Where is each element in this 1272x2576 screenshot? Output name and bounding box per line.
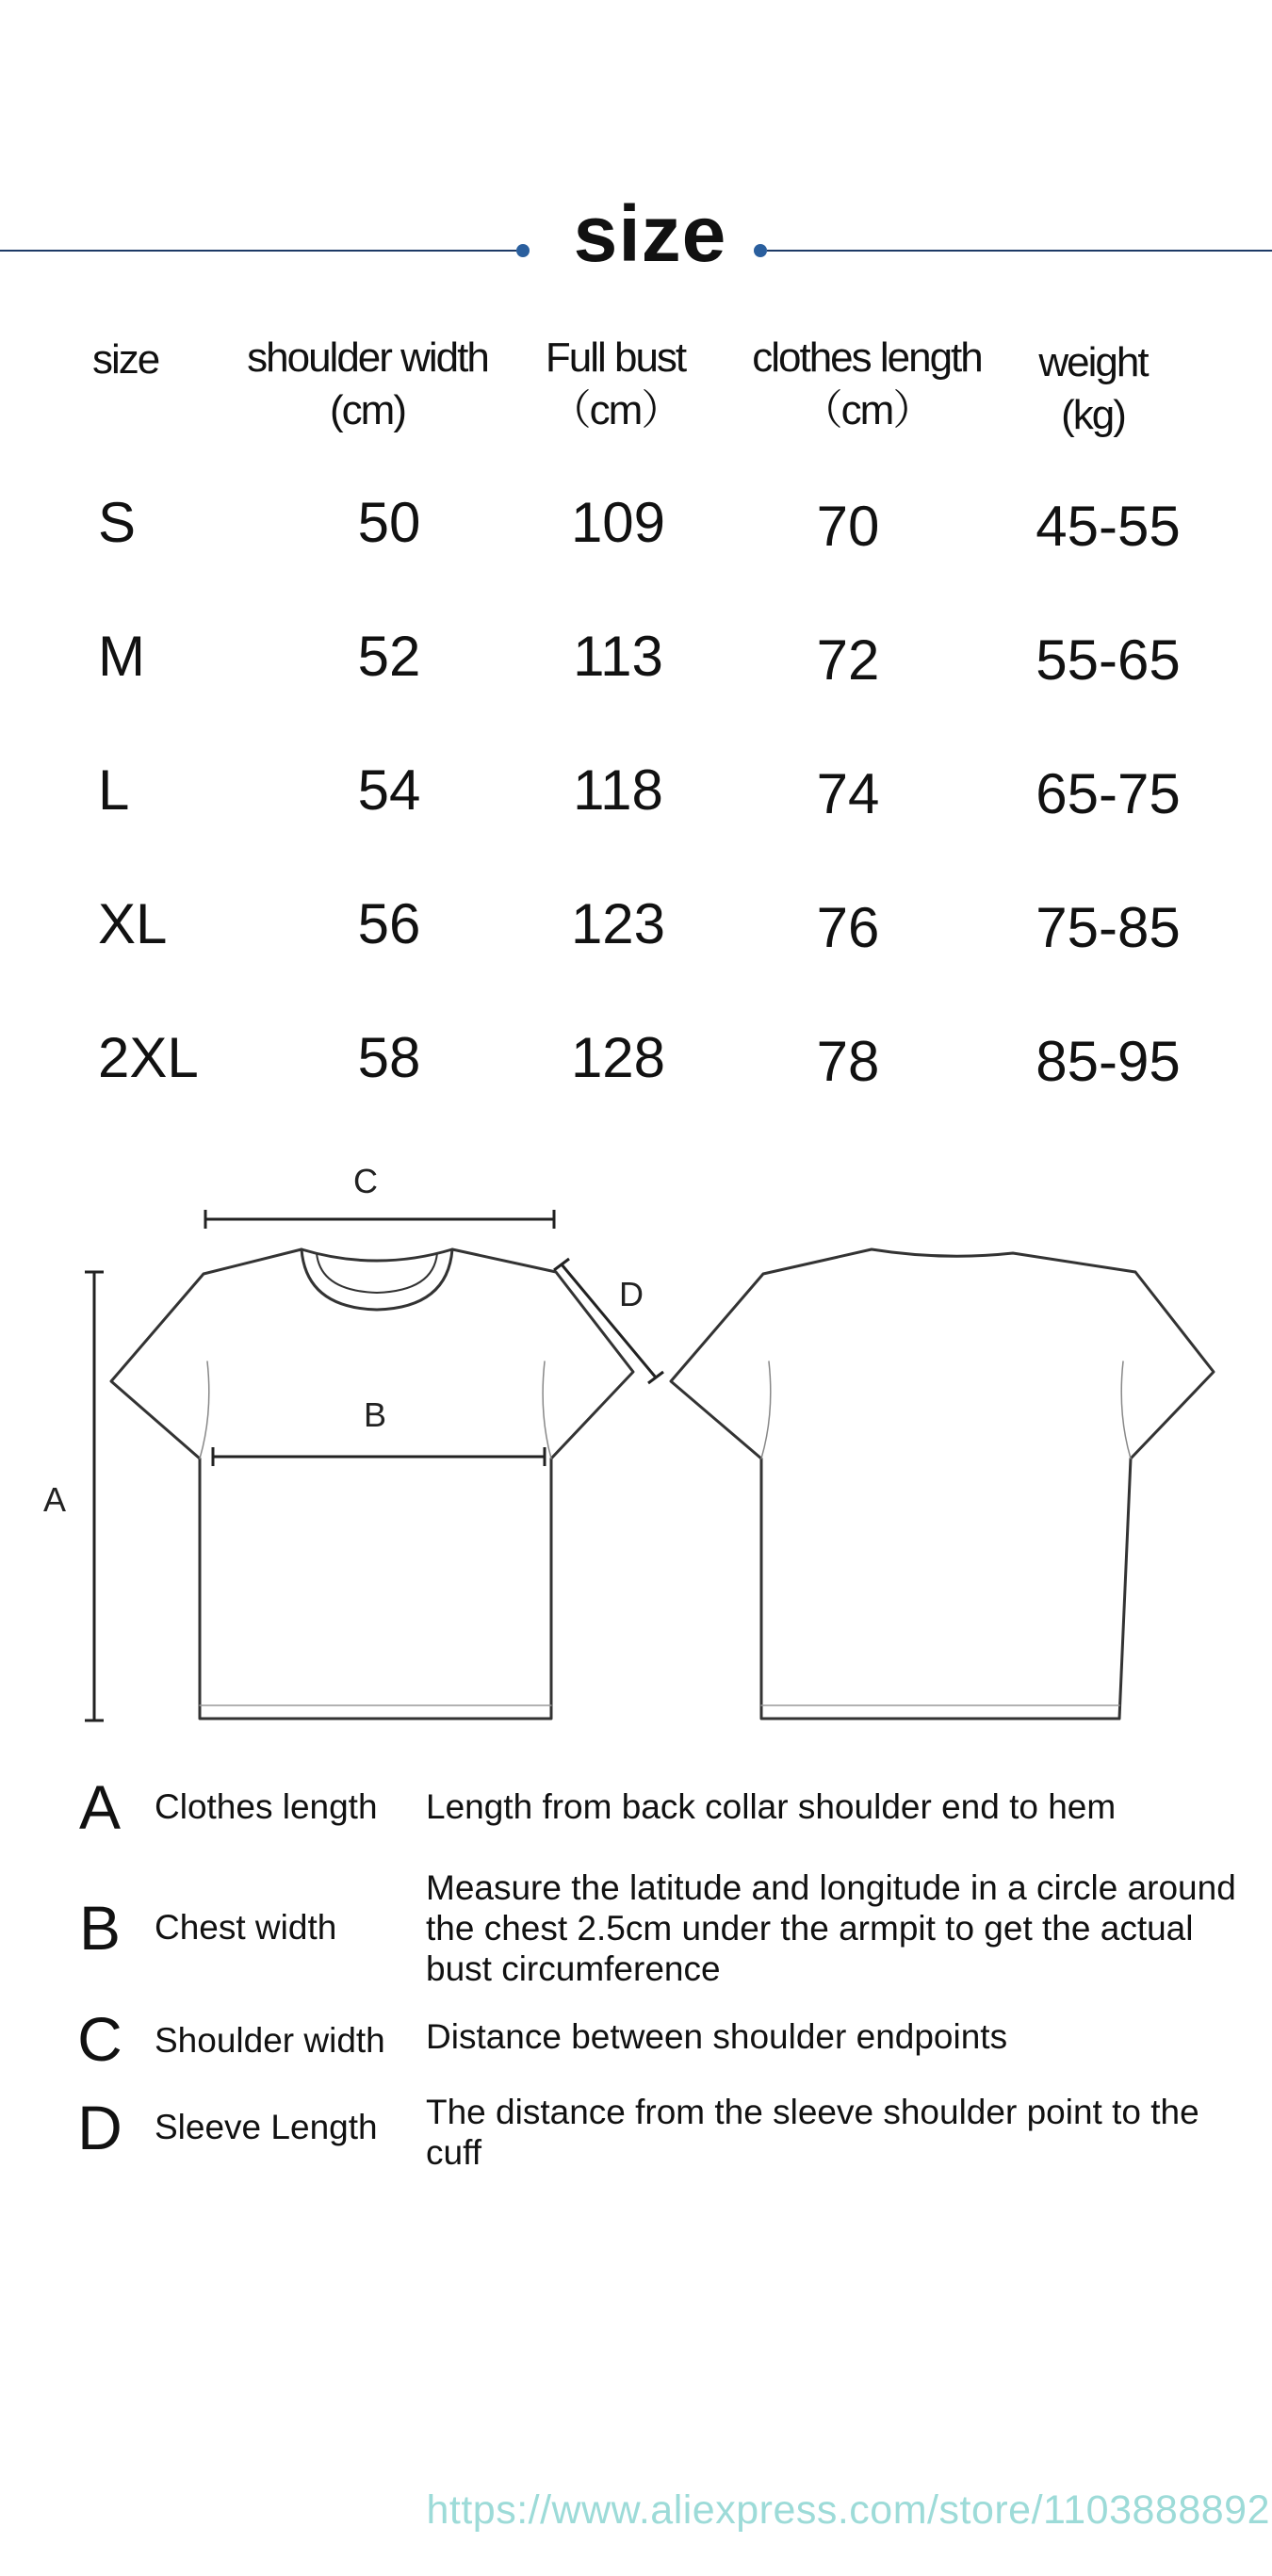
- row-size: L: [98, 758, 130, 822]
- row-weight: 75-85: [1036, 896, 1181, 959]
- row-bust: 123: [570, 892, 666, 955]
- row-size: S: [98, 491, 137, 554]
- legend-name: Sleeve Length: [155, 2108, 378, 2146]
- row-size: XL: [98, 892, 168, 955]
- row-shoulder: 58: [357, 1026, 421, 1089]
- row-length: 70: [816, 495, 880, 558]
- header-size: size: [92, 336, 159, 383]
- diagram-label-b: B: [363, 1395, 387, 1434]
- legend-letter: B: [78, 1893, 122, 1963]
- row-weight: 65-75: [1036, 762, 1181, 825]
- row-length: 74: [816, 762, 880, 825]
- row-weight: 45-55: [1036, 495, 1181, 558]
- row-length: 72: [816, 628, 880, 692]
- store-url-watermark: https://www.aliexpress.com/store/1103888892: [426, 2487, 1270, 2533]
- legend-desc: Distance between shoulder endpoints: [426, 2017, 1008, 2056]
- row-bust: 113: [573, 625, 663, 688]
- legend-name: Clothes length: [155, 1787, 378, 1826]
- row-shoulder: 56: [357, 892, 421, 955]
- legend-name: Chest width: [155, 1908, 337, 1947]
- row-weight: 55-65: [1036, 628, 1181, 692]
- legend-desc: Length from back collar shoulder end to hem: [426, 1787, 1117, 1826]
- legend-desc: Measure the latitude and longitude in a circle around the chest 2.5cm under the armpit to get the actual bust circumference: [426, 1868, 1236, 1988]
- legend-desc: The distance from the sleeve shoulder point to the cuff: [426, 2093, 1199, 2172]
- page-title: size: [573, 189, 727, 278]
- front-collar: [302, 1249, 452, 1310]
- legend-name: Shoulder width: [155, 2021, 385, 2060]
- title-divider-left: [0, 250, 516, 252]
- row-shoulder: 50: [357, 491, 421, 554]
- row-weight: 85-95: [1036, 1030, 1181, 1093]
- diagram-label-d: D: [619, 1275, 644, 1313]
- title-dot-right: [754, 244, 767, 257]
- header-clothes-length: clothes length （cm）: [752, 334, 982, 433]
- row-bust: 128: [570, 1026, 666, 1089]
- diagram-label-c: C: [353, 1162, 378, 1200]
- back-tshirt-outline: [671, 1249, 1214, 1719]
- header-full-bust: Full bust （cm）: [545, 334, 686, 433]
- header-weight: weight (kg): [1038, 339, 1148, 438]
- row-bust: 109: [570, 491, 666, 554]
- front-tshirt-outline: [111, 1249, 633, 1719]
- title-dot-left: [516, 244, 530, 257]
- legend-letter: D: [77, 2093, 122, 2162]
- row-length: 76: [816, 896, 880, 959]
- row-shoulder: 52: [357, 625, 421, 688]
- row-size: 2XL: [98, 1026, 199, 1089]
- legend-letter: C: [77, 2004, 122, 2074]
- tshirt-measurement-diagram: [0, 1131, 1272, 1734]
- header-shoulder-width: shoulder width (cm): [247, 334, 488, 433]
- row-length: 78: [816, 1030, 880, 1093]
- row-bust: 118: [573, 758, 663, 822]
- legend-letter: A: [78, 1772, 122, 1842]
- diagram-label-a: A: [42, 1480, 67, 1519]
- row-size: M: [98, 625, 145, 688]
- title-divider-right: [767, 250, 1272, 252]
- row-shoulder: 54: [357, 758, 421, 822]
